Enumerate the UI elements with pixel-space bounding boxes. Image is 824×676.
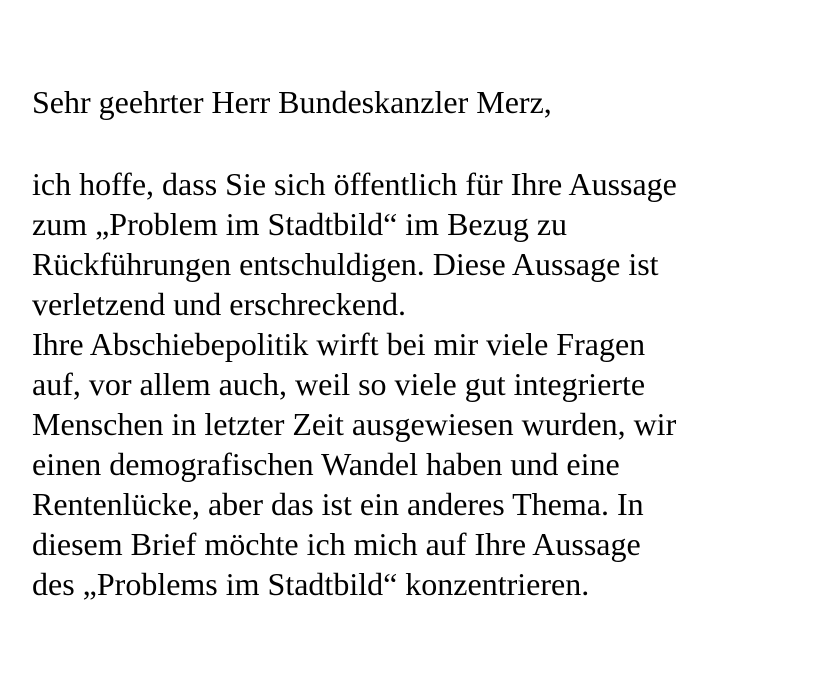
letter-line: einen demografischen Wandel haben und eine — [32, 446, 620, 482]
letter-line: auf, vor allem auch, weil so viele gut integrierte — [32, 366, 646, 402]
letter-line: Rentenlücke, aber das ist ein anderes Thema. In — [32, 486, 644, 522]
letter-line: diesem Brief möchte ich mich auf Ihre Aussage — [32, 526, 641, 562]
letter-line: Rückführungen entschuldigen. Diese Aussage ist — [32, 246, 659, 282]
letter-line: ich hoffe, dass Sie sich öffentlich für Ihre Aussage — [32, 166, 677, 202]
letter-line: Menschen in letzter Zeit ausgewiesen wurden, wir — [32, 406, 677, 442]
letter-line: des „Problems im Stadtbild“ konzentrieren. — [32, 566, 590, 602]
letter-line: zum „Problem im Stadtbild“ im Bezug zu — [32, 206, 568, 242]
paragraph-spacer — [32, 122, 822, 164]
letter-salutation: Sehr geehrter Herr Bundeskanzler Merz, — [32, 84, 552, 120]
letter-line: Ihre Abschiebepolitik wirft bei mir viele Fragen — [32, 326, 646, 362]
letter-line: verletzend und erschreckend. — [32, 286, 407, 322]
letter-body — [32, 82, 822, 604]
